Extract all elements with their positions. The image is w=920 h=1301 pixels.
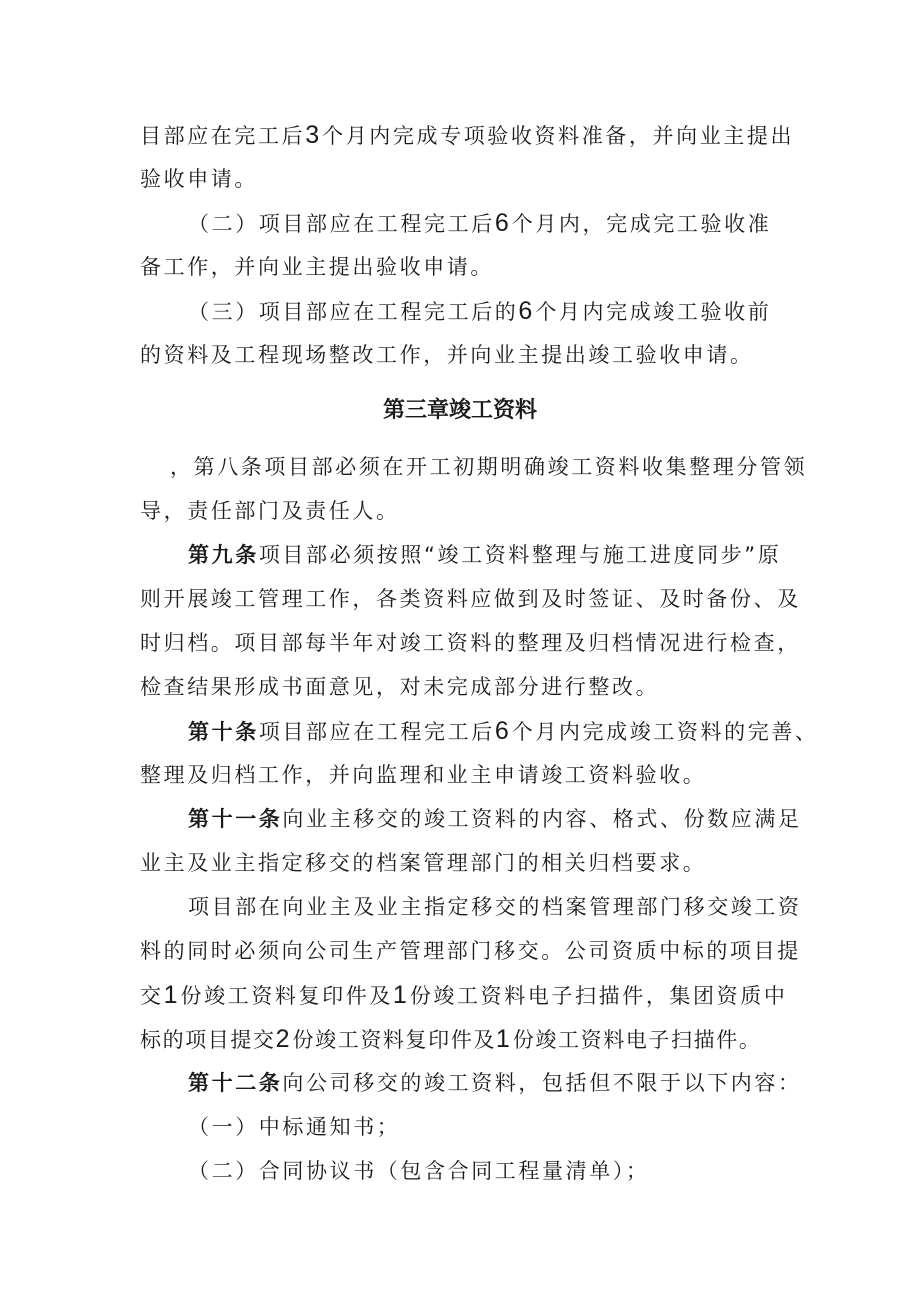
text-line: 第十条项目部应在工程完工后6个月内完成竣工资料的完善、 xyxy=(188,717,819,745)
text-line: 验收申请。 xyxy=(140,167,258,191)
text-line: 检查结果形成书面意见，对未完成部分进行整改。 xyxy=(140,675,660,699)
text-line: （二）项目部应在工程完工后6个月内，完成完工验收准 xyxy=(188,209,772,237)
text-line: 第十二条向公司移交的竣工资料，包括但不限于以下内容： xyxy=(188,1071,802,1095)
text-line: 整理及归档工作，并向监理和业主申请竣工资料验收。 xyxy=(140,763,707,787)
article-label: 第十二条 xyxy=(188,1071,283,1095)
text-line: 第十一条向业主移交的竣工资料的内容、格式、份数应满足 xyxy=(188,807,802,831)
text-line: 第九条项目部必须按照“竣工资料整理与施工进度同步”原 xyxy=(188,543,782,567)
text-line: 则开展竣工管理工作，各类资料应做到及时签证、及时备份、及 xyxy=(140,587,801,611)
list-item: （一）中标通知书； xyxy=(188,1115,401,1139)
text-line: 备工作，并向业主提出验收申请。 xyxy=(140,255,494,279)
text-line: 料的同时必须向公司生产管理部门移交。公司资质中标的项目提 xyxy=(140,939,801,963)
text-line: 目部应在完工后3个月内完成专项验收资料准备，并向业主提出 xyxy=(140,121,795,149)
text-line: 导，责任部门及责任人。 xyxy=(140,499,400,523)
text-line: 的资料及工程现场整改工作，并向业主提出竣工验收申请。 xyxy=(140,343,754,367)
text-line: （三）项目部应在工程完工后的6个月内完成竣工验收前 xyxy=(188,297,772,325)
article-label: 第九条 xyxy=(188,543,259,567)
text-line: 交1份竣工资料复印件及1份竣工资料电子扫描件，集团资质中 xyxy=(140,981,788,1009)
article-label: 第十条 xyxy=(188,720,259,744)
text-line: 项目部在向业主及业主指定移交的档案管理部门移交竣工资 xyxy=(188,895,802,919)
list-item: （二）合同协议书（包含合同工程量清单）； xyxy=(188,1159,650,1183)
text-line: 业主及业主指定移交的档案管理部门的相关归档要求。 xyxy=(140,851,707,875)
article-label: 第十一条 xyxy=(188,807,283,831)
text-line: 时归档。项目部每半年对竣工资料的整理及归档情况进行检查， xyxy=(140,631,801,655)
text-line: ，第八条项目部必须在开工初期明确竣工资料收集整理分管领 xyxy=(170,455,808,479)
text-line: 标的项目提交2份竣工资料复印件及1份竣工资料电子扫描件。 xyxy=(140,1025,762,1053)
chapter-title: 第三章竣工资料 xyxy=(382,398,537,423)
